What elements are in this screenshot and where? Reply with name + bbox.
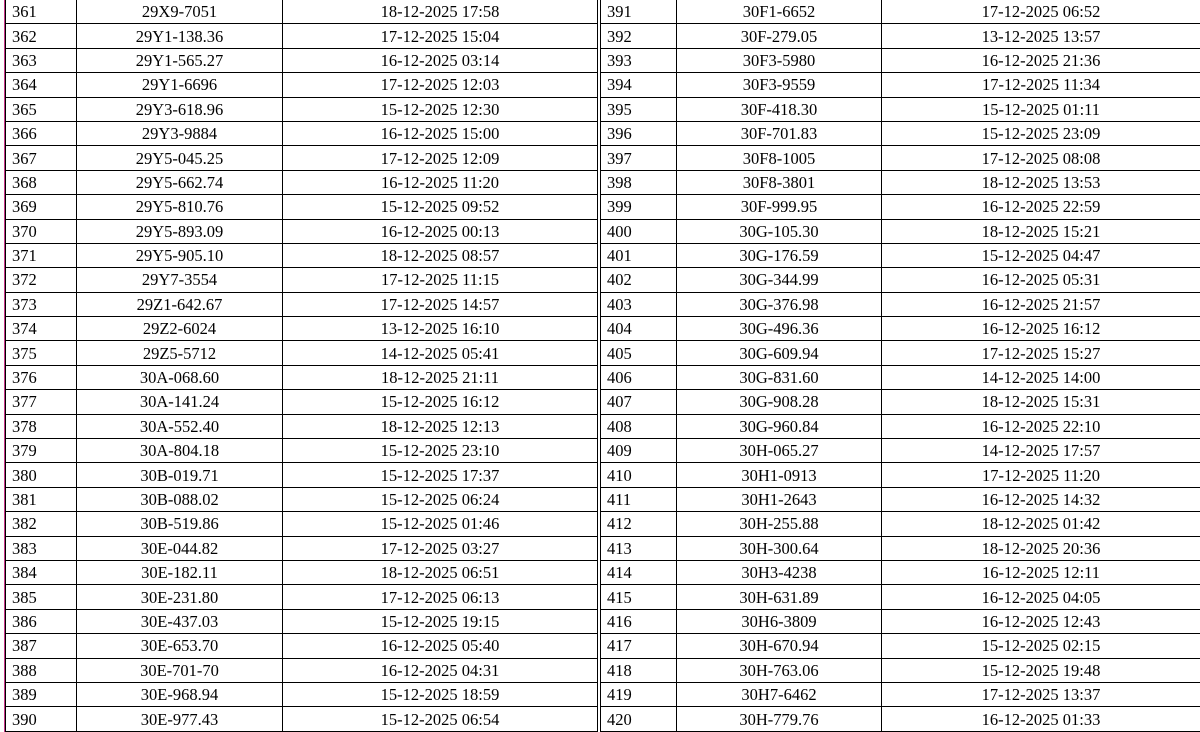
- row-number-cell: 419: [601, 682, 677, 706]
- row-number-cell: 378: [6, 414, 77, 438]
- timestamp-cell: 16-12-2025 21:57: [882, 292, 1200, 316]
- plate-number-cell: 29Y5-810.76: [77, 195, 283, 219]
- table-row: [601, 97, 1200, 121]
- table-row: [601, 707, 1200, 731]
- row-number-cell: 412: [601, 512, 677, 536]
- timestamp-cell: 16-12-2025 22:59: [882, 195, 1200, 219]
- timestamp-cell: 16-12-2025 03:14: [283, 48, 598, 72]
- timestamp-cell: 18-12-2025 17:58: [283, 0, 598, 24]
- table-row: [6, 682, 598, 706]
- left-table-body: [6, 0, 598, 731]
- table-row: [6, 243, 598, 267]
- plate-number-cell: 30B-019.71: [77, 463, 283, 487]
- row-number-cell: 397: [601, 146, 677, 170]
- row-number-cell: 383: [6, 536, 77, 560]
- row-number-cell: 379: [6, 439, 77, 463]
- plate-number-cell: 30E-968.94: [77, 682, 283, 706]
- table-row: [601, 463, 1200, 487]
- table-row: [601, 658, 1200, 682]
- table-row: [601, 512, 1200, 536]
- table-row: [6, 634, 598, 658]
- plate-number-cell: 30F8-1005: [677, 146, 882, 170]
- table-row: [601, 585, 1200, 609]
- timestamp-cell: 16-12-2025 16:12: [882, 317, 1200, 341]
- timestamp-cell: 15-12-2025 23:10: [283, 439, 598, 463]
- table-row: [601, 439, 1200, 463]
- timestamp-cell: 17-12-2025 11:20: [882, 463, 1200, 487]
- row-number-cell: 404: [601, 317, 677, 341]
- timestamp-cell: 13-12-2025 13:57: [882, 24, 1200, 48]
- timestamp-cell: 15-12-2025 19:48: [882, 658, 1200, 682]
- row-number-cell: 416: [601, 609, 677, 633]
- plate-number-cell: 29X9-7051: [77, 0, 283, 24]
- table-row: [601, 146, 1200, 170]
- timestamp-cell: 18-12-2025 21:11: [283, 365, 598, 389]
- row-number-cell: 390: [6, 707, 77, 731]
- plate-number-cell: 29Y5-893.09: [77, 219, 283, 243]
- table-row: [601, 634, 1200, 658]
- plate-number-cell: 30G-496.36: [677, 317, 882, 341]
- table-row: [601, 170, 1200, 194]
- plate-number-cell: 30H-300.64: [677, 536, 882, 560]
- row-number-cell: 382: [6, 512, 77, 536]
- row-number-cell: 394: [601, 73, 677, 97]
- row-number-cell: 367: [6, 146, 77, 170]
- plate-number-cell: 29Y1-138.36: [77, 24, 283, 48]
- table-row: [6, 268, 598, 292]
- table-row: [6, 24, 598, 48]
- row-number-cell: 374: [6, 317, 77, 341]
- plate-number-cell: 30F1-6652: [677, 0, 882, 24]
- table-row: [601, 73, 1200, 97]
- table-row: [601, 292, 1200, 316]
- timestamp-cell: 15-12-2025 19:15: [283, 609, 598, 633]
- table-row: [601, 24, 1200, 48]
- row-number-cell: 400: [601, 219, 677, 243]
- plate-number-cell: 30G-344.99: [677, 268, 882, 292]
- row-number-cell: 417: [601, 634, 677, 658]
- plate-number-cell: 30A-552.40: [77, 414, 283, 438]
- row-number-cell: 418: [601, 658, 677, 682]
- plate-number-cell: 30B-519.86: [77, 512, 283, 536]
- timestamp-cell: 17-12-2025 06:13: [283, 585, 598, 609]
- plate-number-cell: 30G-960.84: [677, 414, 882, 438]
- plate-number-cell: 30A-141.24: [77, 390, 283, 414]
- timestamp-cell: 16-12-2025 05:40: [283, 634, 598, 658]
- table-row: [601, 243, 1200, 267]
- plate-number-cell: 29Y1-565.27: [77, 48, 283, 72]
- row-number-cell: 405: [601, 341, 677, 365]
- plate-number-cell: 29Z5-5712: [77, 341, 283, 365]
- table-row: [6, 317, 598, 341]
- table-row: [6, 536, 598, 560]
- table-row: [601, 0, 1200, 24]
- table-row: [6, 439, 598, 463]
- table-row: [601, 365, 1200, 389]
- row-number-cell: 398: [601, 170, 677, 194]
- plate-number-cell: 30A-804.18: [77, 439, 283, 463]
- timestamp-cell: 15-12-2025 01:11: [882, 97, 1200, 121]
- plate-number-cell: 30G-176.59: [677, 243, 882, 267]
- row-number-cell: 392: [601, 24, 677, 48]
- timestamp-cell: 14-12-2025 17:57: [882, 439, 1200, 463]
- right-table-panel: [600, 0, 1200, 732]
- row-number-cell: 411: [601, 487, 677, 511]
- table-row: [601, 219, 1200, 243]
- plate-number-cell: 30E-977.43: [77, 707, 283, 731]
- plate-number-cell: 30H6-3809: [677, 609, 882, 633]
- plate-number-cell: 30H3-4238: [677, 560, 882, 584]
- row-number-cell: 363: [6, 48, 77, 72]
- timestamp-cell: 13-12-2025 16:10: [283, 317, 598, 341]
- plate-number-cell: 30H-065.27: [677, 439, 882, 463]
- table-row: [6, 0, 598, 24]
- row-number-cell: 381: [6, 487, 77, 511]
- row-number-cell: 370: [6, 219, 77, 243]
- row-number-cell: 395: [601, 97, 677, 121]
- timestamp-cell: 16-12-2025 04:05: [882, 585, 1200, 609]
- plate-number-cell: 29Y5-662.74: [77, 170, 283, 194]
- table-row: [6, 414, 598, 438]
- row-number-cell: 420: [601, 707, 677, 731]
- row-number-cell: 387: [6, 634, 77, 658]
- timestamp-cell: 15-12-2025 06:54: [283, 707, 598, 731]
- table-row: [6, 121, 598, 145]
- timestamp-cell: 17-12-2025 12:09: [283, 146, 598, 170]
- plate-number-cell: 30H-670.94: [677, 634, 882, 658]
- plate-number-cell: 30F3-5980: [677, 48, 882, 72]
- timestamp-cell: 15-12-2025 04:47: [882, 243, 1200, 267]
- timestamp-cell: 15-12-2025 06:24: [283, 487, 598, 511]
- row-number-cell: 393: [601, 48, 677, 72]
- timestamp-cell: 15-12-2025 01:46: [283, 512, 598, 536]
- table-row: [6, 609, 598, 633]
- timestamp-cell: 16-12-2025 14:32: [882, 487, 1200, 511]
- row-number-cell: 380: [6, 463, 77, 487]
- table-row: [601, 390, 1200, 414]
- row-number-cell: 414: [601, 560, 677, 584]
- plate-number-cell: 30F8-3801: [677, 170, 882, 194]
- plate-number-cell: 30E-044.82: [77, 536, 283, 560]
- timestamp-cell: 18-12-2025 15:31: [882, 390, 1200, 414]
- table-row: [6, 585, 598, 609]
- row-number-cell: 415: [601, 585, 677, 609]
- row-number-cell: 386: [6, 609, 77, 633]
- timestamp-cell: 18-12-2025 01:42: [882, 512, 1200, 536]
- table-row: [6, 170, 598, 194]
- plate-number-cell: 30H1-2643: [677, 487, 882, 511]
- table-row: [601, 195, 1200, 219]
- row-number-cell: 373: [6, 292, 77, 316]
- row-number-cell: 377: [6, 390, 77, 414]
- table-row: [601, 682, 1200, 706]
- row-number-cell: 413: [601, 536, 677, 560]
- plate-number-cell: 30E-653.70: [77, 634, 283, 658]
- plate-number-cell: 30F-701.83: [677, 121, 882, 145]
- timestamp-cell: 15-12-2025 17:37: [283, 463, 598, 487]
- table-row: [6, 97, 598, 121]
- table-row: [6, 292, 598, 316]
- timestamp-cell: 16-12-2025 05:31: [882, 268, 1200, 292]
- timestamp-cell: 17-12-2025 11:34: [882, 73, 1200, 97]
- plate-number-cell: 29Y1-6696: [77, 73, 283, 97]
- table-row: [6, 560, 598, 584]
- row-number-cell: 368: [6, 170, 77, 194]
- plate-number-cell: 30G-908.28: [677, 390, 882, 414]
- plate-number-cell: 30E-701-70: [77, 658, 283, 682]
- plate-number-cell: 30H7-6462: [677, 682, 882, 706]
- plate-number-cell: 30F-279.05: [677, 24, 882, 48]
- table-row: [6, 219, 598, 243]
- plate-number-cell: 29Y5-045.25: [77, 146, 283, 170]
- timestamp-cell: 15-12-2025 09:52: [283, 195, 598, 219]
- timestamp-cell: 16-12-2025 22:10: [882, 414, 1200, 438]
- row-number-cell: 375: [6, 341, 77, 365]
- timestamp-cell: 15-12-2025 18:59: [283, 682, 598, 706]
- plate-number-cell: 30E-182.11: [77, 560, 283, 584]
- table-row: [601, 560, 1200, 584]
- row-number-cell: 401: [601, 243, 677, 267]
- table-row: [6, 512, 598, 536]
- row-number-cell: 385: [6, 585, 77, 609]
- timestamp-cell: 14-12-2025 05:41: [283, 341, 598, 365]
- timestamp-cell: 16-12-2025 11:20: [283, 170, 598, 194]
- timestamp-cell: 17-12-2025 14:57: [283, 292, 598, 316]
- plate-number-cell: 29Y3-9884: [77, 121, 283, 145]
- timestamp-cell: 15-12-2025 12:30: [283, 97, 598, 121]
- timestamp-cell: 17-12-2025 08:08: [882, 146, 1200, 170]
- left-table: [5, 0, 598, 732]
- timestamp-cell: 15-12-2025 23:09: [882, 121, 1200, 145]
- plate-number-cell: 29Y5-905.10: [77, 243, 283, 267]
- row-number-cell: 391: [601, 0, 677, 24]
- plate-number-cell: 30G-831.60: [677, 365, 882, 389]
- table-row: [6, 707, 598, 731]
- plate-number-cell: 30H-255.88: [677, 512, 882, 536]
- table-row: [601, 121, 1200, 145]
- timestamp-cell: 15-12-2025 16:12: [283, 390, 598, 414]
- plate-number-cell: 30H1-0913: [677, 463, 882, 487]
- plate-number-cell: 30F-999.95: [677, 195, 882, 219]
- timestamp-cell: 16-12-2025 01:33: [882, 707, 1200, 731]
- table-row: [6, 487, 598, 511]
- table-row: [601, 341, 1200, 365]
- table-row: [6, 365, 598, 389]
- table-row: [601, 414, 1200, 438]
- row-number-cell: 403: [601, 292, 677, 316]
- table-row: [6, 390, 598, 414]
- row-number-cell: 369: [6, 195, 77, 219]
- table-row: [601, 609, 1200, 633]
- plate-number-cell: 30B-088.02: [77, 487, 283, 511]
- row-number-cell: 365: [6, 97, 77, 121]
- timestamp-cell: 17-12-2025 11:15: [283, 268, 598, 292]
- timestamp-cell: 15-12-2025 02:15: [882, 634, 1200, 658]
- plate-number-cell: 30A-068.60: [77, 365, 283, 389]
- timestamp-cell: 16-12-2025 04:31: [283, 658, 598, 682]
- timestamp-cell: 16-12-2025 12:11: [882, 560, 1200, 584]
- row-number-cell: 410: [601, 463, 677, 487]
- row-number-cell: 362: [6, 24, 77, 48]
- plate-number-cell: 30G-376.98: [677, 292, 882, 316]
- row-number-cell: 361: [6, 0, 77, 24]
- plate-number-cell: 29Y7-3554: [77, 268, 283, 292]
- plate-number-cell: 30H-779.76: [677, 707, 882, 731]
- row-number-cell: 384: [6, 560, 77, 584]
- row-number-cell: 399: [601, 195, 677, 219]
- table-row: [6, 463, 598, 487]
- timestamp-cell: 17-12-2025 03:27: [283, 536, 598, 560]
- plate-number-cell: 30H-763.06: [677, 658, 882, 682]
- timestamp-cell: 18-12-2025 06:51: [283, 560, 598, 584]
- row-number-cell: 396: [601, 121, 677, 145]
- timestamp-cell: 17-12-2025 12:03: [283, 73, 598, 97]
- timestamp-cell: 16-12-2025 21:36: [882, 48, 1200, 72]
- table-row: [6, 341, 598, 365]
- row-number-cell: 402: [601, 268, 677, 292]
- right-table: [600, 0, 1200, 732]
- plate-number-cell: 30E-231.80: [77, 585, 283, 609]
- table-row: [6, 195, 598, 219]
- timestamp-cell: 17-12-2025 15:27: [882, 341, 1200, 365]
- plate-number-cell: 29Y3-618.96: [77, 97, 283, 121]
- table-row: [6, 658, 598, 682]
- row-number-cell: 406: [601, 365, 677, 389]
- plate-number-cell: 30H-631.89: [677, 585, 882, 609]
- timestamp-cell: 16-12-2025 12:43: [882, 609, 1200, 633]
- row-number-cell: 389: [6, 682, 77, 706]
- plate-number-cell: 30G-609.94: [677, 341, 882, 365]
- table-row: [6, 73, 598, 97]
- row-number-cell: 407: [601, 390, 677, 414]
- row-number-cell: 371: [6, 243, 77, 267]
- timestamp-cell: 16-12-2025 00:13: [283, 219, 598, 243]
- row-number-cell: 409: [601, 439, 677, 463]
- row-number-cell: 366: [6, 121, 77, 145]
- timestamp-cell: 18-12-2025 08:57: [283, 243, 598, 267]
- plate-number-cell: 30F-418.30: [677, 97, 882, 121]
- plate-number-cell: 30G-105.30: [677, 219, 882, 243]
- left-table-panel: [4, 0, 597, 732]
- row-number-cell: 364: [6, 73, 77, 97]
- timestamp-cell: 17-12-2025 13:37: [882, 682, 1200, 706]
- table-row: [601, 48, 1200, 72]
- timestamp-cell: 16-12-2025 15:00: [283, 121, 598, 145]
- table-row: [601, 317, 1200, 341]
- timestamp-cell: 18-12-2025 13:53: [882, 170, 1200, 194]
- row-number-cell: 408: [601, 414, 677, 438]
- row-number-cell: 388: [6, 658, 77, 682]
- right-table-body: [601, 0, 1200, 731]
- table-row: [601, 268, 1200, 292]
- timestamp-cell: 18-12-2025 15:21: [882, 219, 1200, 243]
- timestamp-cell: 14-12-2025 14:00: [882, 365, 1200, 389]
- timestamp-cell: 17-12-2025 15:04: [283, 24, 598, 48]
- row-number-cell: 372: [6, 268, 77, 292]
- timestamp-cell: 18-12-2025 12:13: [283, 414, 598, 438]
- plate-number-cell: 29Z2-6024: [77, 317, 283, 341]
- table-row: [601, 536, 1200, 560]
- table-row: [601, 487, 1200, 511]
- timestamp-cell: 17-12-2025 06:52: [882, 0, 1200, 24]
- plate-number-cell: 30E-437.03: [77, 609, 283, 633]
- plate-number-cell: 30F3-9559: [677, 73, 882, 97]
- table-row: [6, 48, 598, 72]
- table-row: [6, 146, 598, 170]
- plate-number-cell: 29Z1-642.67: [77, 292, 283, 316]
- timestamp-cell: 18-12-2025 20:36: [882, 536, 1200, 560]
- row-number-cell: 376: [6, 365, 77, 389]
